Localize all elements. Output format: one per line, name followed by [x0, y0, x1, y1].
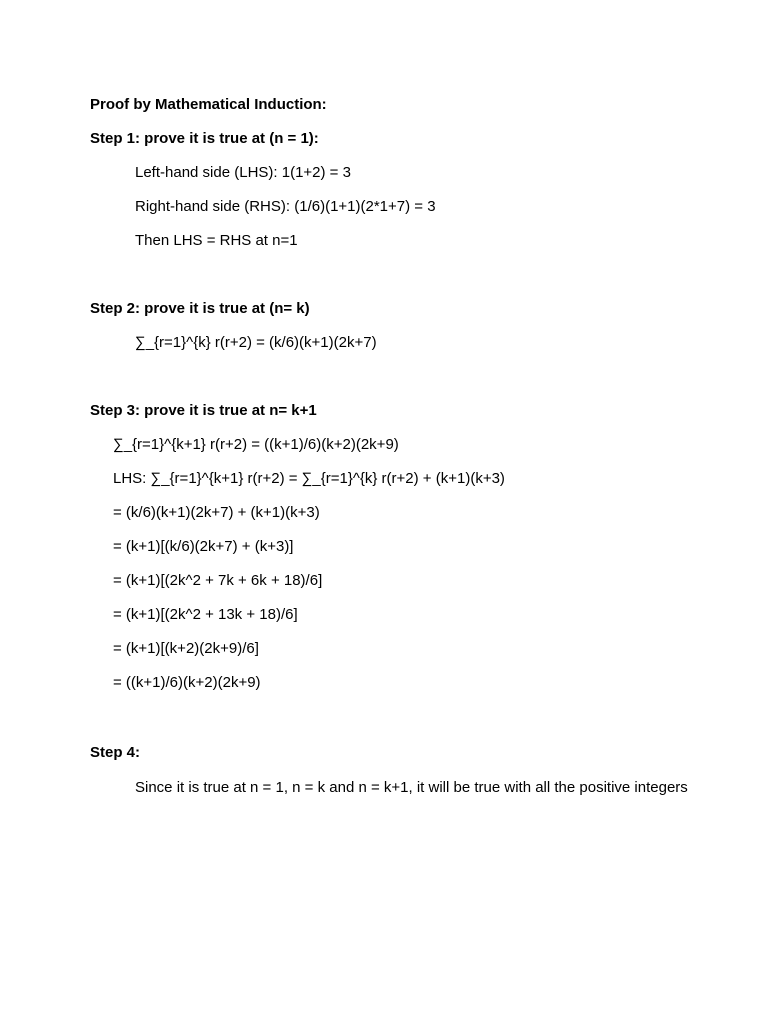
- step3-goal: ∑_{r=1}^{k+1} r(r+2) = ((k+1)/6)(k+2)(2k+9): [113, 436, 399, 453]
- step3-line: = (k/6)(k+1)(2k+7) + (k+1)(k+3): [113, 504, 320, 521]
- step3-line: = ((k+1)/6)(k+2)(2k+9): [113, 674, 261, 691]
- step3-line: = (k+1)[(2k^2 + 13k + 18)/6]: [113, 606, 298, 623]
- step3-heading: Step 3: prove it is true at n= k+1: [90, 402, 317, 419]
- step4-heading: Step 4:: [90, 744, 141, 761]
- step2-assumption: ∑_{r=1}^{k} r(r+2) = (k/6)(k+1)(2k+7): [135, 334, 377, 351]
- step3-line: = (k+1)[(2k^2 + 7k + 6k + 18)/6]: [113, 572, 323, 589]
- document-title: Proof by Mathematical Induction:: [90, 96, 327, 113]
- step3-line: = (k+1)[(k+2)(2k+9)/6]: [113, 640, 259, 657]
- step3-line: LHS: ∑_{r=1}^{k+1} r(r+2) = ∑_{r=1}^{k} r(r+2) + (k+1)(k+3): [113, 470, 505, 487]
- step1-heading: Step 1: prove it is true at (n = 1):: [90, 130, 319, 147]
- step1-lhs: Left-hand side (LHS): 1(1+2) = 3: [135, 164, 351, 181]
- step1-conclusion: Then LHS = RHS at n=1: [135, 232, 298, 249]
- step3-line: = (k+1)[(k/6)(2k+7) + (k+3)]: [113, 538, 294, 555]
- step1-rhs: Right-hand side (RHS): (1/6)(1+1)(2*1+7) = 3: [135, 198, 436, 215]
- step4-conclusion: Since it is true at n = 1, n = k and n = k+1, it will be true with all the positive integers: [135, 779, 688, 796]
- step2-heading: Step 2: prove it is true at (n= k): [90, 300, 310, 317]
